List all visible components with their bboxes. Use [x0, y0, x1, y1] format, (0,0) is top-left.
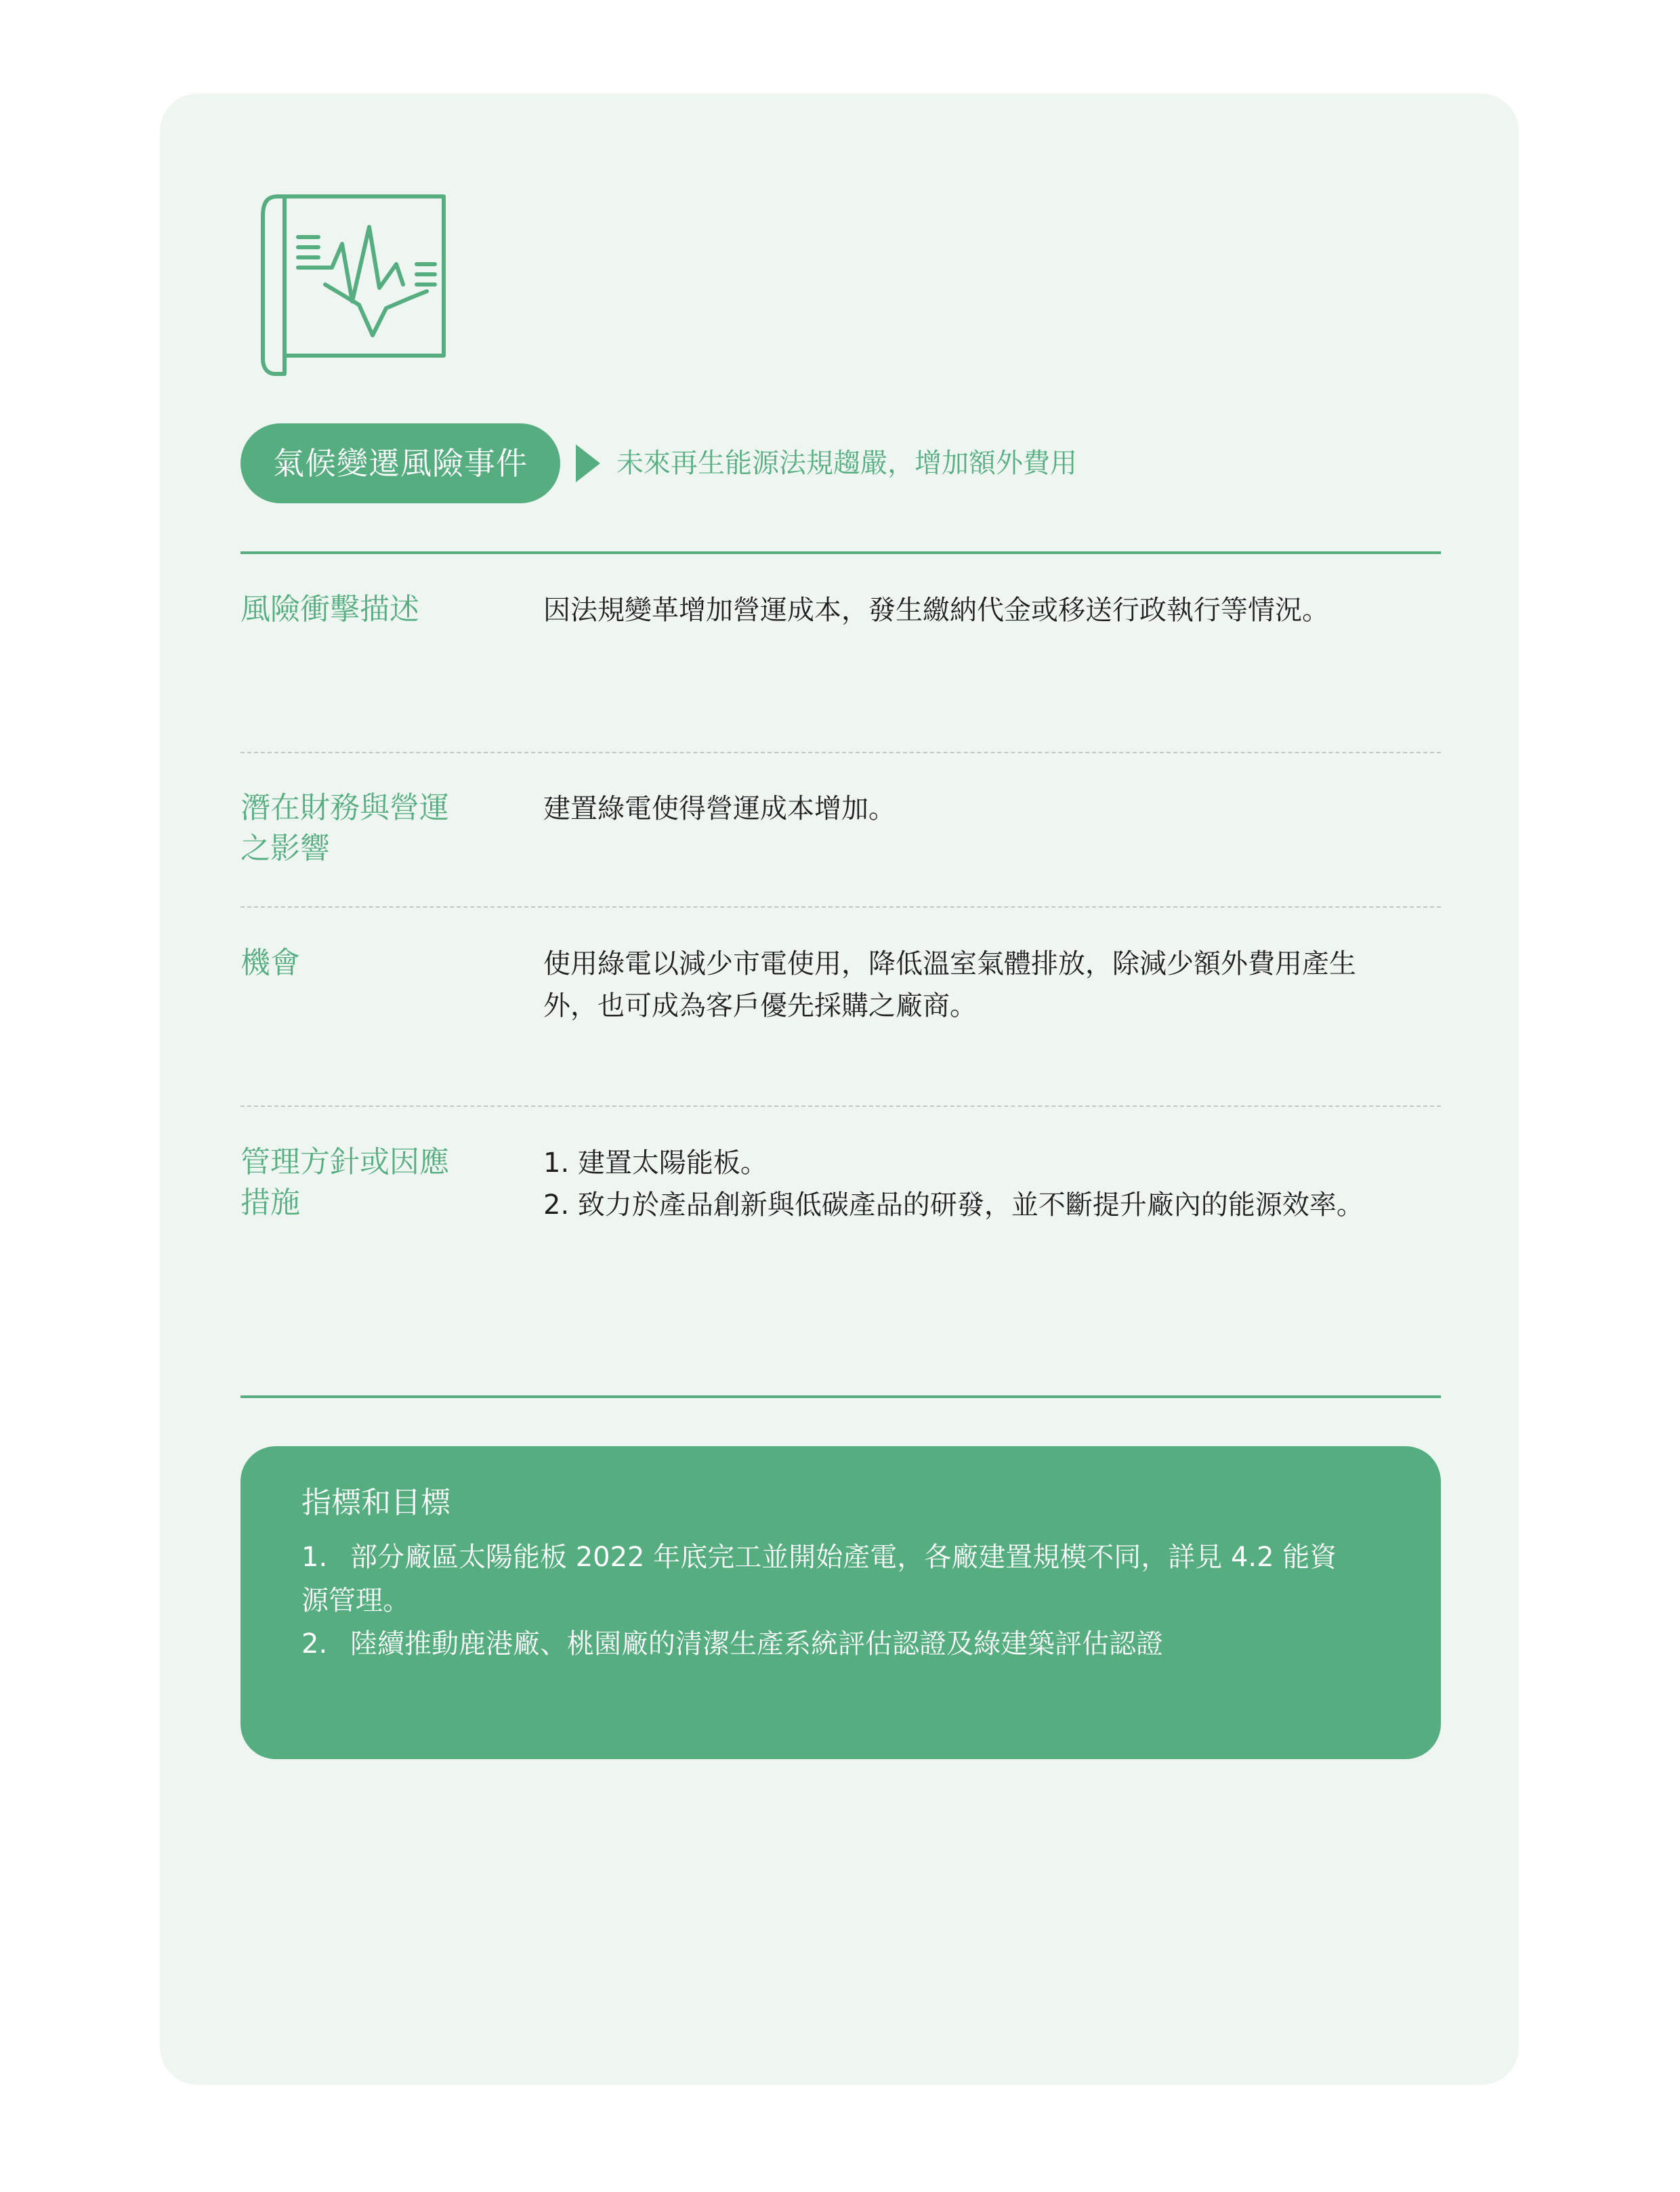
- row-label-impact: 風險衝擊描述: [240, 592, 419, 627]
- row-text-impact: 因法規變革增加營運成本，發生繳納代金或移送行政執行等情況。: [543, 595, 1329, 626]
- row-label-financial-impact: 潛在財務與營運 之影響: [240, 791, 449, 866]
- row-divider: [240, 1105, 1441, 1107]
- play-arrow-icon: [576, 444, 600, 482]
- event-category-pill: 氣候變遷風險事件: [240, 423, 560, 503]
- row-divider: [240, 906, 1441, 908]
- target-item-number: 2.: [301, 1628, 328, 1660]
- targets-title: 指標和目標: [301, 1485, 450, 1520]
- row-text-management: 1. 建置太陽能板。 2. 致力於產品創新與低碳產品的研發，並不斷提升廠內的能源效率。: [543, 1147, 1364, 1221]
- target-item-text: 源管理。: [301, 1585, 410, 1616]
- row-label-opportunity: 機會: [240, 946, 300, 980]
- targets-panel: [240, 1446, 1441, 1759]
- target-item-text: 部分廠區太陽能板 2022 年底完工並開始產電，各廠建置規模不同，詳見 4.2 能資: [350, 1542, 1337, 1573]
- climate-risk-document-icon: [257, 190, 454, 379]
- target-item-number: 1.: [301, 1542, 328, 1573]
- row-text-financial-impact: 建置綠電使得營運成本增加。: [543, 793, 896, 824]
- row-divider: [240, 752, 1441, 753]
- event-description: 未來再生能源法規趨嚴，增加額外費用: [616, 448, 1077, 479]
- row-text-opportunity: 使用綠電以減少市電使用，降低溫室氣體排放，除減少額外費用產生 外，也可成為客戶優先採購之廠商。: [543, 948, 1356, 1021]
- content-card: [160, 93, 1519, 2085]
- target-item-text: 陸續推動鹿港廠、桃園廠的清潔生產系統評估認證及綠建築評估認證: [350, 1628, 1163, 1660]
- section-rule-bottom: [240, 1395, 1441, 1398]
- row-label-management: 管理方針或因應 措施: [240, 1145, 449, 1220]
- section-rule-top: [240, 551, 1441, 554]
